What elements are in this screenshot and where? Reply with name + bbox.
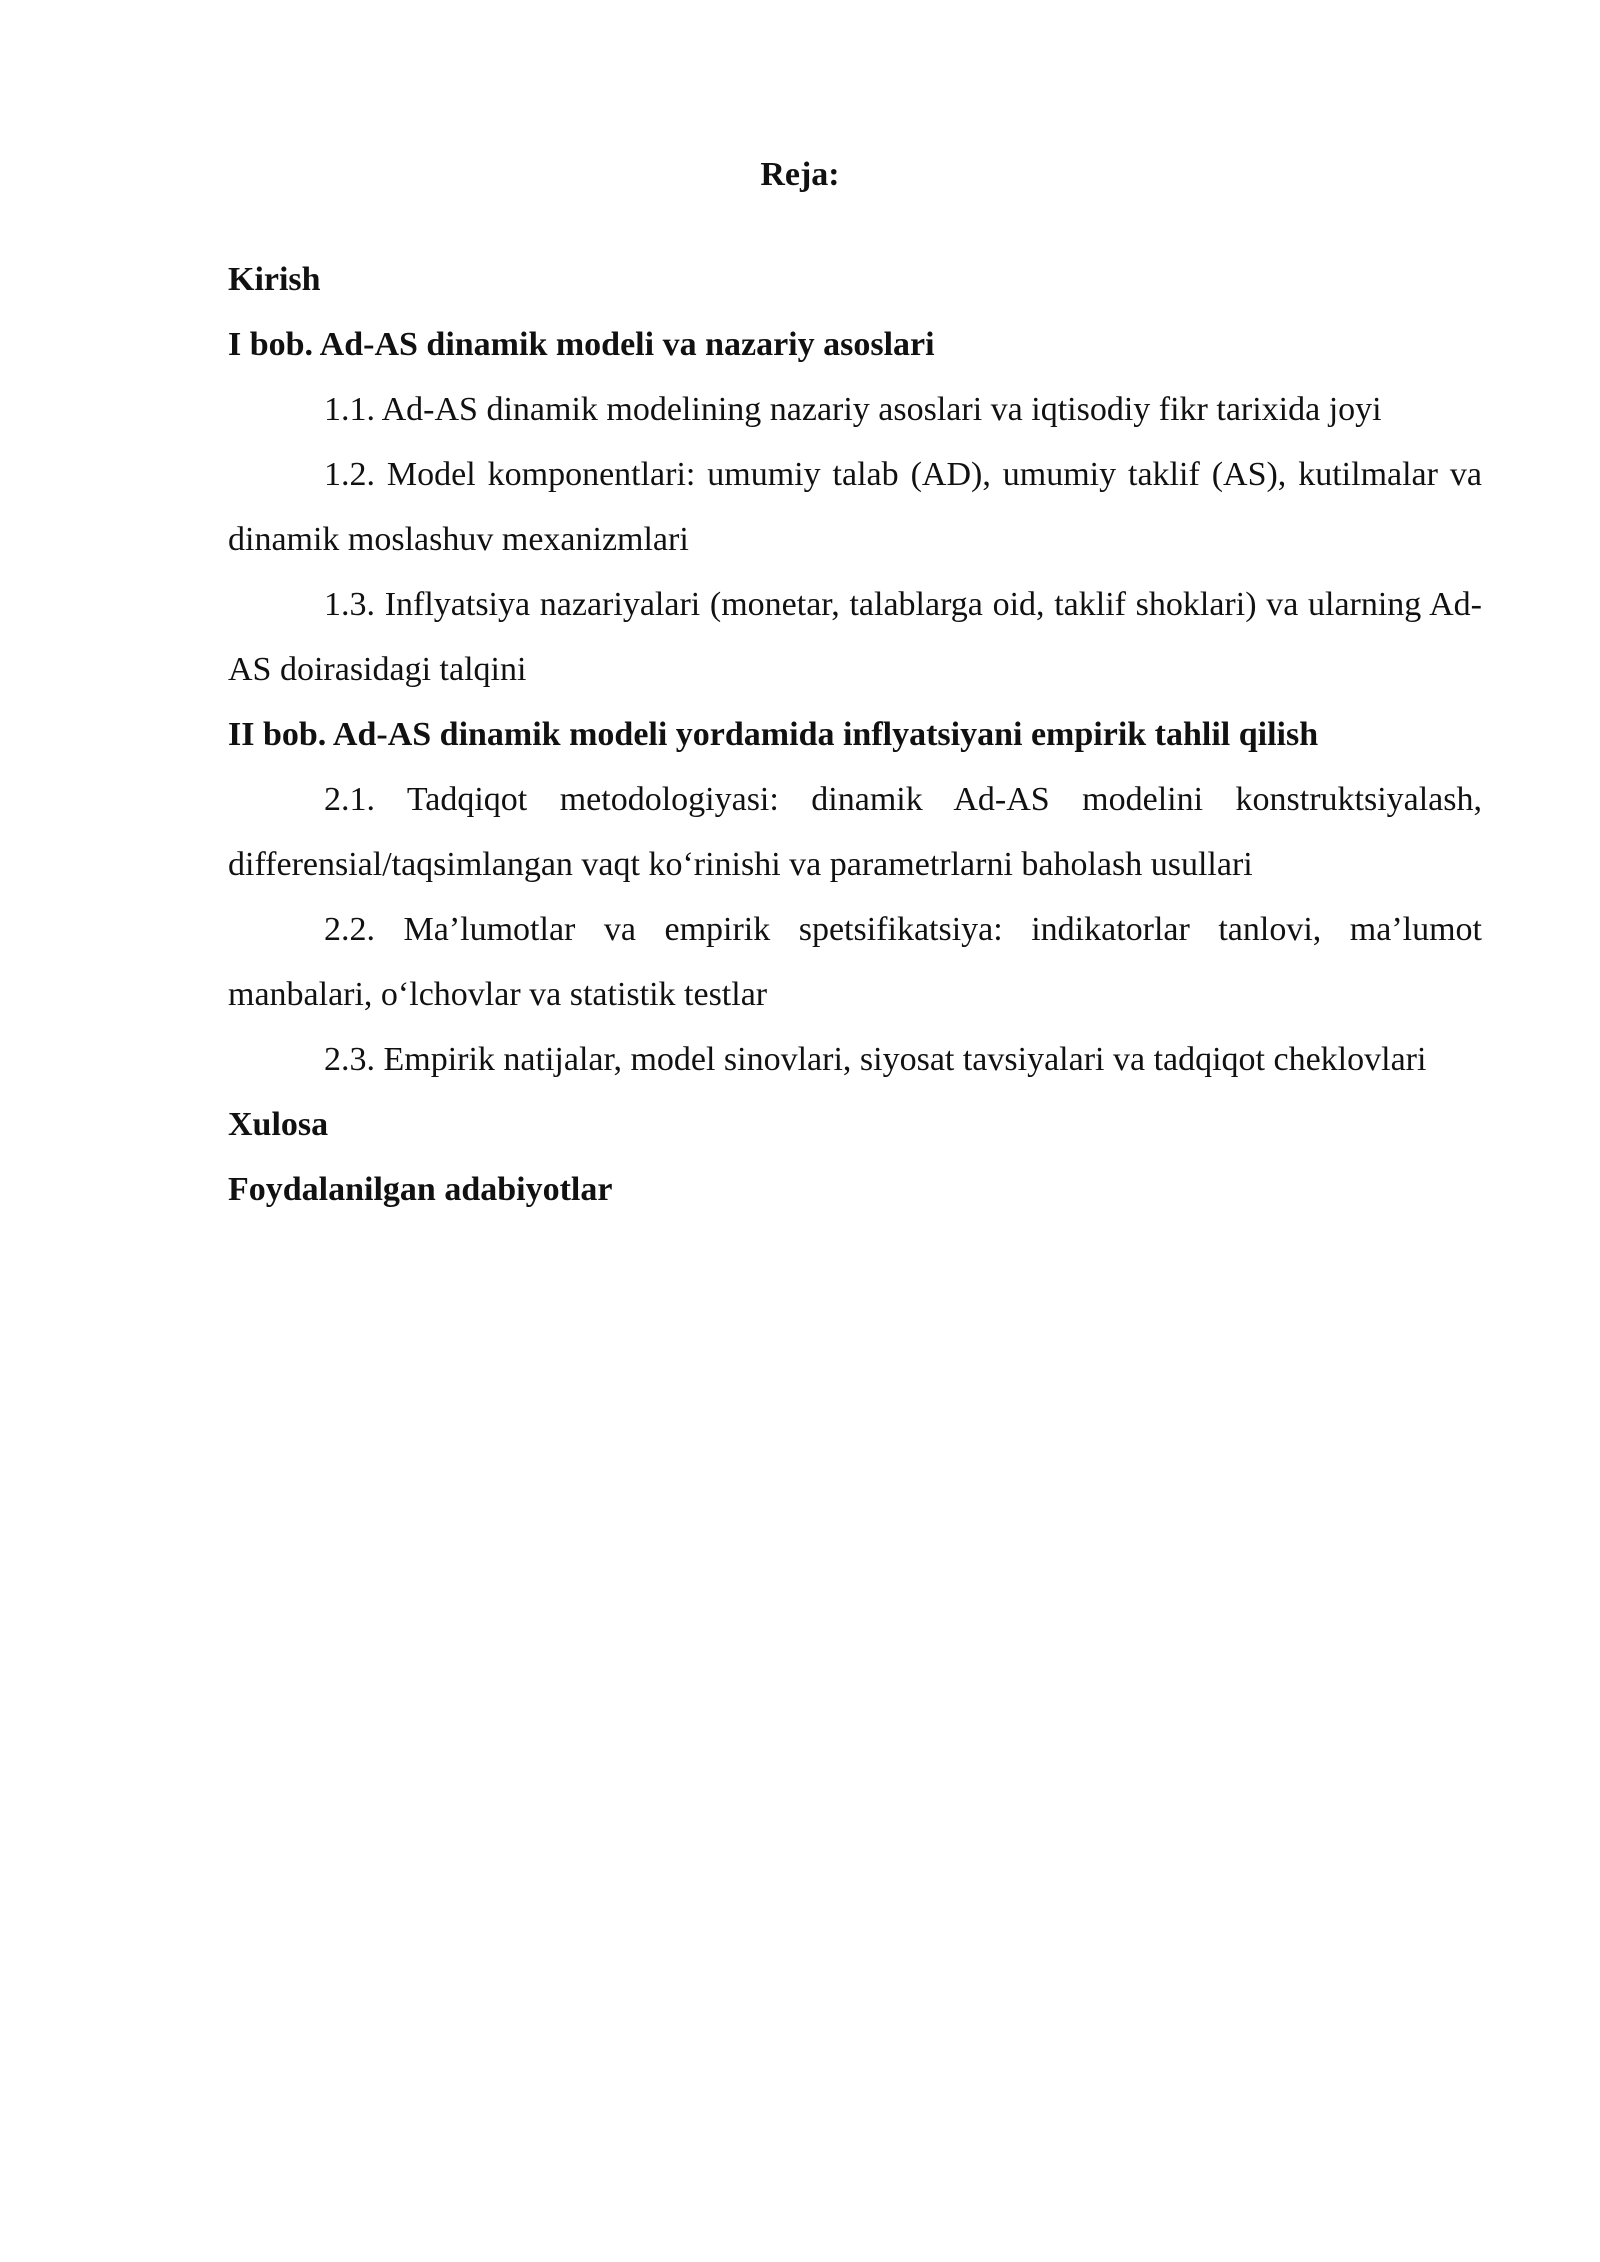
- toc-section-2-2: 2.2. Ma’lumotlar va empirik spetsifikatsiya: indikatorlar tanlovi, ma’lumot manbalari, o‘lchovlar va statistik testlar: [228, 911, 1482, 1013]
- toc-heading-references: Foydalanilgan adabiyotlar: [228, 1171, 613, 1208]
- toc-section-1-1: 1.1. Ad-AS dinamik modelining nazariy asoslari va iqtisodiy fikr tarixida joyi: [324, 391, 1382, 428]
- toc-heading-chapter-1: I bob. Ad-AS dinamik modeli va nazariy asoslari: [228, 326, 935, 363]
- toc-section-2-3: 2.3. Empirik natijalar, model sinovlari, siyosat tavsiyalari va tadqiqot cheklovlari: [324, 1041, 1427, 1078]
- toc-section-1-2: 1.2. Model komponentlari: umumiy talab (AD), umumiy taklif (AS), kutilmalar va dinamik moslashuv mexanizmlari: [228, 456, 1482, 558]
- toc-heading-chapter-2: II bob. Ad-AS dinamik modeli yordamida inflyatsiyani empirik tahlil qilish: [228, 716, 1319, 753]
- toc-section-2-1: 2.1. Tadqiqot metodologiyasi: dinamik Ad-AS modelini konstruktsiyalash, differensial/taqsimlangan vaqt ko‘rinishi va parametrlarni baholash usullari: [228, 781, 1482, 883]
- page-title: Reja:: [760, 156, 840, 193]
- toc-heading-conclusion: Xulosa: [228, 1106, 329, 1143]
- toc-section-1-3: 1.3. Inflyatsiya nazariyalari (monetar, talablarga oid, taklif shoklari) va ularning Ad-AS doirasidagi talqini: [228, 586, 1482, 688]
- toc-heading-introduction: Kirish: [228, 261, 321, 298]
- table-of-contents: [228, 247, 1482, 1222]
